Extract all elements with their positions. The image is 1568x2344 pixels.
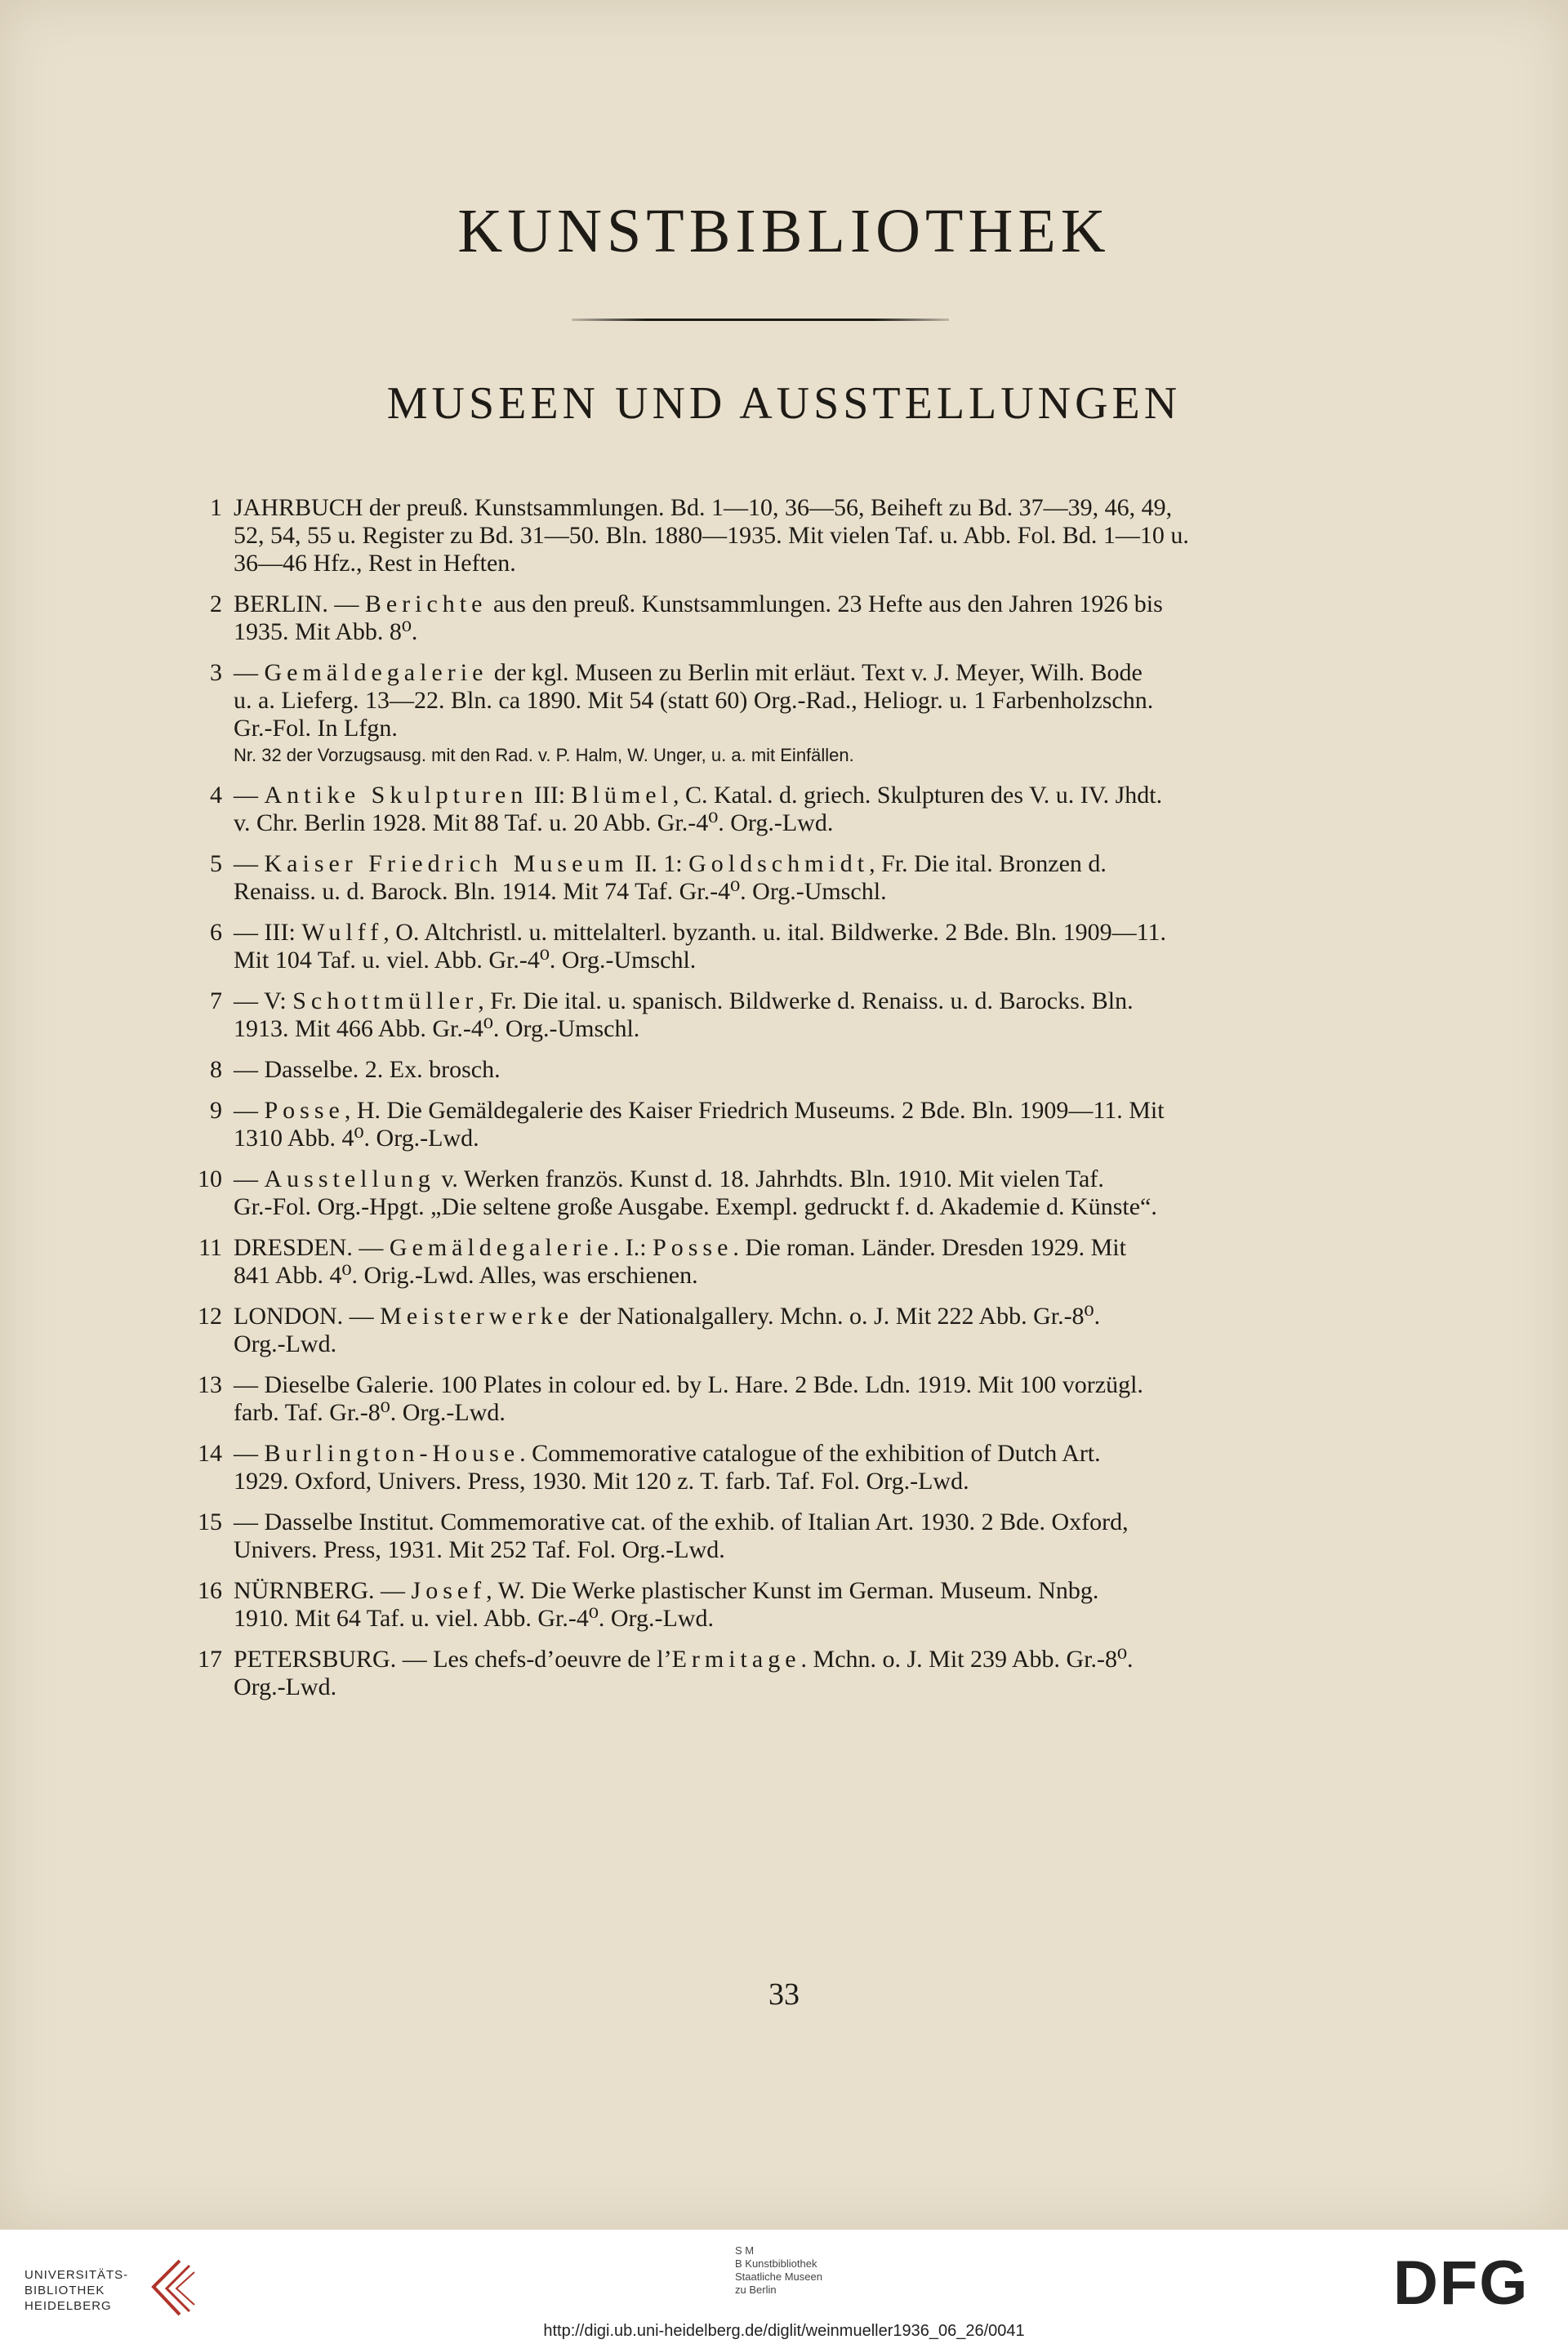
- entry-text: II. 1:: [628, 850, 689, 877]
- entry-text: Org.-Lwd.: [234, 1673, 337, 1700]
- spaced-emphasis: Josef: [411, 1577, 487, 1604]
- entry-text: , C. Katal. d. griech. Skulpturen des V. u. IV. Jhdt.: [672, 782, 1163, 809]
- spaced-emphasis: Meisterwerke: [380, 1303, 574, 1330]
- stamp-line: Staatliche Museen: [735, 2270, 822, 2283]
- entry-line: [234, 1577, 1362, 1605]
- entry-line: [234, 1536, 1362, 1564]
- entry-text: — III:: [234, 919, 302, 946]
- catalogue-entry: [186, 659, 1362, 769]
- entry-text: 1913. Mit 466 Abb. Gr.-4⁰. Org.-Umschl.: [234, 1015, 640, 1042]
- catalogue-entry: [186, 1056, 1362, 1084]
- entry-text: . Mchn. o. J. Mit 239 Abb. Gr.-8⁰.: [800, 1646, 1134, 1673]
- entry-number: 9: [210, 1097, 222, 1124]
- stamp-line: S M: [735, 2244, 755, 2257]
- entry-text: —: [234, 850, 265, 877]
- entry-line: [234, 1440, 1362, 1468]
- entry-text: Univers. Press, 1931. Mit 252 Taf. Fol. Org.-Lwd.: [234, 1536, 725, 1563]
- entry-text: , H. Die Gemäldegalerie des Kaiser Friedrich Museums. 2 Bde. Bln. 1909—11. Mit: [344, 1097, 1165, 1124]
- entry-number: 10: [198, 1165, 222, 1192]
- spaced-emphasis: Posse: [653, 1234, 733, 1261]
- title-divider: [572, 319, 949, 321]
- entry-number: 8: [210, 1056, 222, 1083]
- university-line: UNIVERSITÄTS-: [24, 2268, 129, 2282]
- catalogue-entry: [186, 1371, 1362, 1427]
- entry-text: — Dieselbe Galerie. 100 Plates in colour ed. by L. Hare. 2 Bde. Ldn. 1919. Mit 100 vorzügl.: [234, 1371, 1143, 1398]
- entry-text: v. Chr. Berlin 1928. Mit 88 Taf. u. 20 Abb. Gr.-4⁰. Org.-Lwd.: [234, 809, 834, 836]
- entry-line: [234, 809, 1362, 837]
- entry-text: , W. Die Werke plastischer Kunst im German. Museum. Nnbg.: [486, 1577, 1099, 1604]
- entry-text: u. a. Lieferg. 13—22. Bln. ca 1890. Mit 54 (statt 60) Org.-Rad., Heliogr. u. 1 Farbenholzschn.: [234, 687, 1154, 714]
- entry-line: [234, 522, 1362, 550]
- entry-number: 7: [210, 987, 222, 1014]
- entry-text: . Commemorative catalogue of the exhibition of Dutch Art.: [519, 1440, 1101, 1467]
- entry-line: [234, 1125, 1362, 1152]
- entry-line: [234, 850, 1362, 878]
- entry-text: III:: [528, 782, 572, 809]
- entry-line: [234, 919, 1362, 947]
- entry-number: 11: [198, 1234, 222, 1261]
- catalogue-entry: [186, 1508, 1362, 1564]
- entry-line: [234, 618, 1362, 646]
- entry-line: [234, 1330, 1362, 1358]
- catalogue-entry: [186, 590, 1362, 646]
- entry-line: [234, 715, 1362, 742]
- spaced-emphasis: Burlington-House: [264, 1440, 520, 1467]
- spaced-emphasis: Berichte: [364, 590, 488, 617]
- university-logo-icon: [144, 2257, 198, 2318]
- entry-text: , Fr. Die ital. Bronzen d.: [869, 850, 1107, 877]
- catalogue-entry: [186, 1577, 1362, 1633]
- entry-line: [234, 987, 1362, 1015]
- section-title: MUSEEN UND AUSSTELLUNGEN: [386, 378, 1182, 429]
- entry-text: farb. Taf. Gr.-8⁰. Org.-Lwd.: [234, 1399, 506, 1426]
- entry-text: der kgl. Museen zu Berlin mit erläut. Text v. J. Meyer, Wilh. Bode: [488, 659, 1143, 686]
- entry-text: —: [234, 1440, 265, 1467]
- entry-text: Renaiss. u. d. Barock. Bln. 1914. Mit 74 Taf. Gr.-4⁰. Org.-Umschl.: [234, 878, 887, 905]
- entry-text: Gr.-Fol. In Lfgn.: [234, 715, 398, 742]
- catalogue-entry: [186, 919, 1362, 974]
- catalogue-entry: [186, 782, 1362, 837]
- entry-line: [234, 1673, 1362, 1701]
- catalogue-entry: [186, 1234, 1362, 1290]
- entry-text: PETERSBURG. — Les chefs-d’oeuvre de l’: [234, 1646, 672, 1673]
- spaced-emphasis: Schottmüller: [292, 987, 479, 1014]
- entry-text: 1310 Abb. 4⁰. Org.-Lwd.: [234, 1125, 479, 1152]
- entry-number: 16: [198, 1577, 222, 1604]
- entry-text: BERLIN. —: [234, 590, 365, 617]
- entry-text: JAHRBUCH der preuß. Kunstsammlungen. Bd. 1—10, 36—56, Beiheft zu Bd. 37—39, 46, 49,: [234, 494, 1173, 521]
- entry-number: 2: [210, 590, 222, 617]
- entry-line: [234, 687, 1362, 715]
- entry-line: [234, 659, 1362, 687]
- entry-line: [234, 1015, 1362, 1043]
- catalogue-entry: [186, 1440, 1362, 1495]
- entry-text: Org.-Lwd.: [234, 1330, 337, 1357]
- entry-line: [234, 1605, 1362, 1633]
- page-title: KUNSTBIBLIOTHEK: [457, 197, 1111, 265]
- entry-line: [234, 590, 1362, 618]
- entry-text: —: [234, 659, 265, 686]
- university-line: HEIDELBERG: [24, 2299, 112, 2313]
- entry-line: [234, 782, 1362, 809]
- entry-number: 13: [198, 1371, 222, 1398]
- spaced-emphasis: Ausstellung: [264, 1165, 435, 1192]
- entry-text: — V:: [234, 987, 293, 1014]
- entry-number: 1: [210, 494, 222, 521]
- entry-line: [234, 878, 1362, 906]
- entry-text: Gr.-Fol. Org.-Hpgt. „Die seltene große Ausgabe. Exempl. gedruckt f. d. Akademie d. Künste“.: [234, 1193, 1157, 1220]
- entry-text: der Nationalgallery. Mchn. o. J. Mit 222 Abb. Gr.-8⁰.: [573, 1303, 1101, 1330]
- catalogue-entry: [186, 1165, 1362, 1221]
- university-library-label: [24, 2267, 128, 2314]
- entry-line: [234, 947, 1362, 974]
- catalogue-entry: [186, 1097, 1362, 1152]
- entry-text: v. Werken französ. Kunst d. 18. Jahrhdts. Bln. 1910. Mit vielen Taf.: [434, 1165, 1104, 1192]
- entry-line: [234, 1399, 1362, 1427]
- entry-text: — Dasselbe. 2. Ex. brosch.: [234, 1056, 501, 1083]
- entry-text: 1910. Mit 64 Taf. u. viel. Abb. Gr.-4⁰. Org.-Lwd.: [234, 1605, 714, 1632]
- catalogue-entry: [186, 1646, 1362, 1701]
- entry-line: [234, 1097, 1362, 1125]
- entry-text: , Fr. Die ital. u. spanisch. Bildwerke d. Renaiss. u. d. Barocks. Bln.: [478, 987, 1134, 1014]
- source-url-link[interactable]: http://digi.ub.uni-heidelberg.de/diglit/weinmueller1936_06_26/0041: [543, 2322, 1025, 2340]
- entry-text: 1935. Mit Abb. 8⁰.: [234, 618, 418, 645]
- entry-line: [234, 1468, 1362, 1495]
- spaced-emphasis: Gemäldegalerie: [264, 659, 488, 686]
- stamp-line: B Kunstbibliothek: [735, 2257, 817, 2270]
- entry-line: [234, 1193, 1362, 1221]
- entry-line: [234, 550, 1362, 577]
- entry-text: 52, 54, 55 u. Register zu Bd. 31—50. Bln. 1880—1935. Mit vielen Taf. u. Abb. Fol. Bd. 1—10 u.: [234, 522, 1189, 549]
- entry-number: 6: [210, 919, 222, 946]
- entry-text: LONDON. —: [234, 1303, 381, 1330]
- entry-number: 14: [198, 1440, 222, 1467]
- entry-text: NÜRNBERG. —: [234, 1577, 412, 1604]
- dfg-logo: DFG: [1393, 2248, 1530, 2318]
- entry-line: [234, 1056, 1362, 1084]
- spaced-emphasis: Gemäldegalerie: [389, 1234, 613, 1261]
- entry-number: 12: [198, 1303, 222, 1330]
- entry-note: Nr. 32 der Vorzugsausg. mit den Rad. v. P. Halm, W. Unger, u. a. mit Einfällen.: [234, 745, 854, 765]
- entry-line: [234, 1303, 1362, 1330]
- entry-text: 841 Abb. 4⁰. Orig.-Lwd. Alles, was erschienen.: [234, 1262, 698, 1289]
- entry-line: [234, 1262, 1362, 1290]
- entry-text: 1929. Oxford, Univers. Press, 1930. Mit 120 z. T. farb. Taf. Fol. Org.-Lwd.: [234, 1468, 969, 1495]
- catalogue-entry: [186, 987, 1362, 1043]
- catalogue-entry: [186, 1303, 1362, 1358]
- catalogue-entry: [186, 494, 1362, 577]
- spaced-emphasis: Goldschmidt: [688, 850, 870, 877]
- museum-stamp: [735, 2244, 947, 2297]
- entry-line: [234, 1234, 1362, 1262]
- entry-text: —: [234, 1165, 265, 1192]
- spaced-emphasis: Posse: [264, 1097, 345, 1124]
- spaced-emphasis: Blümel: [571, 782, 673, 809]
- stamp-line: zu Berlin: [735, 2284, 777, 2296]
- entry-text: DRESDEN. —: [234, 1234, 390, 1261]
- entry-text: aus den preuß. Kunstsammlungen. 23 Hefte aus den Jahren 1926 bis: [487, 590, 1163, 617]
- catalogue-entry: [186, 850, 1362, 906]
- entry-text: — Dasselbe Institut. Commemorative cat. of the exhib. of Italian Art. 1930. 2 Bde. Oxford,: [234, 1508, 1129, 1535]
- entry-text: . I.:: [612, 1234, 653, 1261]
- spaced-emphasis: Antike Skulpturen: [264, 782, 528, 809]
- entry-number: 15: [198, 1508, 222, 1535]
- catalogue-entries: [186, 494, 1362, 1714]
- entry-line: [234, 1371, 1362, 1399]
- entry-text: —: [234, 782, 265, 809]
- spaced-emphasis: Wulff: [301, 919, 384, 946]
- spaced-emphasis: Kaiser Friedrich Museum: [264, 850, 629, 877]
- page-number: 33: [768, 1977, 800, 2012]
- university-line: BIBLIOTHEK: [24, 2284, 105, 2297]
- entry-number: 3: [210, 659, 222, 686]
- entry-text: , O. Altchristl. u. mittelalterl. byzanth. u. ital. Bildwerke. 2 Bde. Bln. 1909—11.: [383, 919, 1166, 946]
- entry-line: [234, 1646, 1362, 1673]
- entry-line: [234, 1508, 1362, 1536]
- entry-number: 17: [198, 1646, 222, 1673]
- entry-text: . Die roman. Länder. Dresden 1929. Mit: [733, 1234, 1126, 1261]
- spaced-emphasis: Ermitage: [671, 1646, 801, 1673]
- entry-number: 4: [210, 782, 222, 809]
- entry-text: Mit 104 Taf. u. viel. Abb. Gr.-4⁰. Org.-Umschl.: [234, 947, 697, 974]
- entry-line: [234, 1165, 1362, 1193]
- entry-line: [234, 494, 1362, 522]
- entry-text: 36—46 Hfz., Rest in Heften.: [234, 550, 516, 577]
- entry-text: —: [234, 1097, 265, 1124]
- entry-number: 5: [210, 850, 222, 877]
